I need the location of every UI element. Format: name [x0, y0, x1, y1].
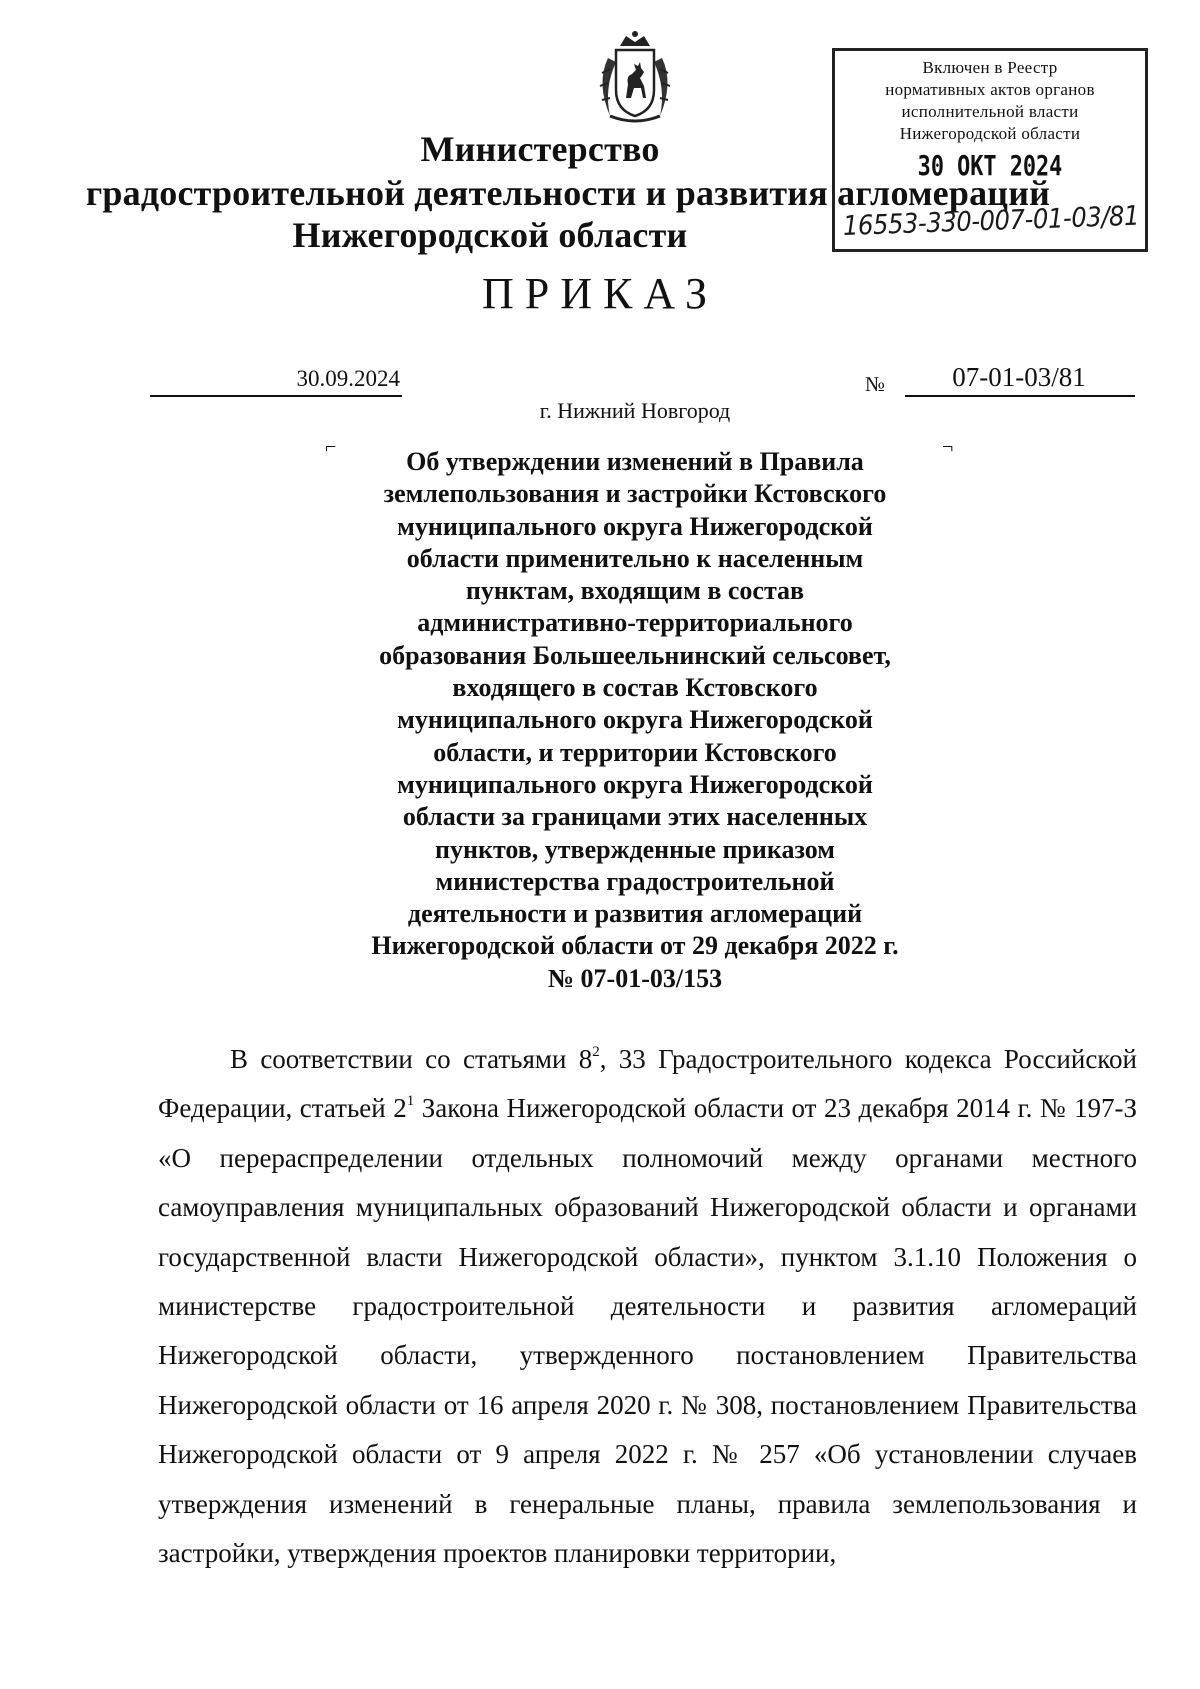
ministry-name-line-2: градостроительной деятельности и развития агломераций [85, 173, 1051, 213]
title-line: административно-территориального [417, 608, 853, 638]
title-corner-right: ¬ [942, 436, 954, 458]
document-number: 07-01-03/81 [952, 362, 1086, 392]
title-line: области применительно к населенным [406, 543, 864, 573]
title-line: входящего в состав Кстовского [452, 673, 818, 703]
title-line: землепользования и застройки Кстовского [383, 479, 887, 509]
body-text-part: Закона Нижегородской области от 23 декабря 2014 г. № 197-З «О перераспределении отдельных полномочий между органами местного самоуправления муниципальных образований Нижегородской области и органами государственной власти Нижегородской области», пунктом 3.1.10 Положения о министерстве градостроительной деятельности и развития агломераций Нижегородской области, утвержденного постановлением Правительства Нижегородской области от 16 апреля 2020 г. № 308, постановлением Правительства Нижегородской области от 9 апреля 2022 г. № 257 «Об установлении случаев утверждения изменений в генеральные планы, правила землепользования и застройки, утверждения проектов планировки территории, [158, 1093, 1137, 1569]
stamp-line-3: исполнительной власти [901, 102, 1079, 121]
title-line: № 07-01-03/153 [547, 963, 723, 993]
title-line: муниципального округа Нижегородской [397, 511, 873, 541]
document-date: 30.09.2024 [296, 366, 400, 391]
document-type: ПРИКАЗ [481, 269, 719, 318]
stamp-date: 30 ОКТ 2024 [917, 149, 1063, 182]
number-sign: № [865, 372, 886, 396]
title-line: муниципального округа Нижегородской [397, 769, 873, 799]
title-line: пунктам, входящим в состав [465, 576, 805, 606]
title-line: деятельности и развития агломераций [407, 899, 863, 929]
registry-stamp [832, 48, 1148, 252]
document-title [330, 446, 940, 995]
stamp-text [835, 57, 1145, 145]
title-line: Об утверждении изменений в Правила [406, 447, 864, 476]
title-line: министерства градостроительной [435, 866, 835, 896]
ministry-name-line-3: Нижегородской области [292, 215, 688, 255]
body-text-part: , 33 Градостроительного кодекса Российской Федерации, статьей 2 [158, 1044, 1137, 1124]
superscript: 1 [406, 1093, 415, 1110]
title-line: области за границами этих населенных [402, 802, 868, 832]
title-line: муниципального округа Нижегородской [397, 705, 873, 735]
title-line: области, и территории Кстовского [433, 737, 837, 767]
stamp-line-4: Нижегородской области [899, 124, 1081, 143]
title-line: Нижегородской области от 29 декабря 2022 г. [371, 931, 899, 961]
body-paragraph [158, 1035, 1137, 1578]
title-line: образования Большеельнинский сельсовет, [379, 640, 891, 670]
body-text-part: В соответствии со статьями 8 [230, 1044, 593, 1074]
ministry-name-line-1: Министерство [420, 129, 660, 169]
document-city: г. Нижний Новгород [539, 398, 731, 423]
stamp-line-2: нормативных актов органов [885, 80, 1095, 99]
number-underline [905, 395, 1135, 397]
title-line: пунктов, утвержденные приказом [435, 834, 835, 864]
date-underline [150, 395, 402, 397]
stamp-line-1: Включен в Реестр [922, 58, 1058, 77]
nizhny-novgorod-coat-of-arms-icon [590, 28, 680, 128]
title-corner-left: ⌐ [325, 436, 337, 458]
stamp-registration-number: 16553-330-007-01-03/81 [842, 200, 1140, 242]
superscript: 2 [592, 1044, 600, 1060]
